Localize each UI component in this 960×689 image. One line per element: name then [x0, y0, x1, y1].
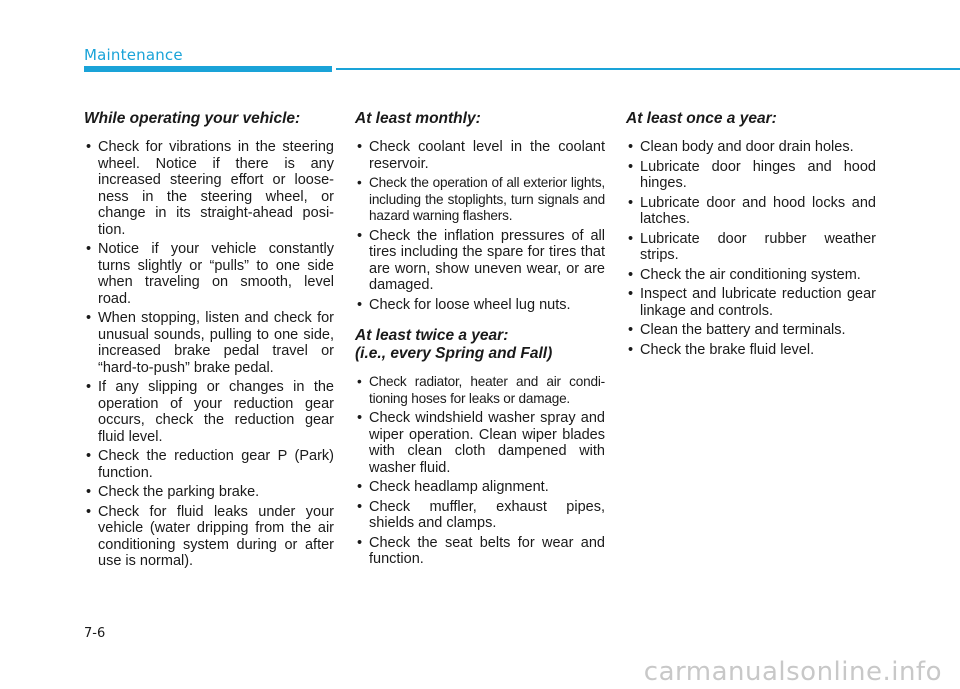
header-rule-thick	[84, 66, 332, 72]
list-item: • Clean body and door drain holes.	[626, 139, 876, 156]
list-item: • Clean the battery and terminals.	[626, 322, 876, 339]
heading-once-a-year: At least once a year:	[626, 110, 777, 127]
list-item: • If any slipping or changes in the operation of your reduction gear occurs, check the reduction gear fluid level.	[84, 379, 334, 445]
list-item: • Check for loose wheel lug nuts.	[355, 297, 605, 314]
section-title: Maintenance	[84, 46, 183, 64]
list-item: • Check headlamp alignment.	[355, 479, 605, 496]
list-monthly	[355, 139, 605, 313]
heading-monthly: At least monthly:	[355, 110, 481, 127]
heading-twice-a-year	[355, 327, 605, 363]
list-item: • Check radiator, heater and air condi-tioning hoses for leaks or damage.	[355, 374, 605, 407]
heading-while-operating: While operating your vehicle:	[84, 110, 301, 127]
page-number: 7-6	[84, 626, 106, 641]
list-item: • Check the parking brake.	[84, 484, 334, 501]
list-item: • Check the reduction gear P (Park) function.	[84, 448, 334, 481]
list-item: • Check coolant level in the coolant reservoir.	[355, 139, 605, 172]
column-operating	[84, 110, 334, 584]
list-item: • Lubricate door rubber weather strips.	[626, 231, 876, 264]
list-item: • Check the inflation pressures of all tires including the spare for tires that are worn, show uneven wear, or are damaged.	[355, 228, 605, 294]
column-monthly-biannual	[355, 110, 605, 582]
list-item: • Lubricate door and hood locks and latches.	[626, 195, 876, 228]
list-item: • When stopping, listen and check for unusual sounds, pulling to one side, increased brake pedal travel or “hard-to-push” brake pedal.	[84, 310, 334, 376]
list-item: • Lubricate door hinges and hood hinges.	[626, 159, 876, 192]
list-item: • Notice if your vehicle constantly turns slightly or “pulls” to one side when traveling on smooth, level road.	[84, 241, 334, 307]
heading-twice-line2: (i.e., every Spring and Fall)	[355, 345, 553, 362]
list-item: • Check for vibrations in the steering wheel. Notice if there is any increased steering effort or loose-ness in the steering wheel, or change in its straight-ahead posi-tion.	[84, 139, 334, 238]
list-item: • Check the operation of all exterior lights, including the stoplights, turn signals and hazard warning flashers.	[355, 175, 605, 225]
list-twice-a-year	[355, 374, 605, 568]
list-item: • Check for fluid leaks under your vehicle (water dripping from the air conditioning system during or after use is normal).	[84, 504, 334, 570]
header-rule-thin	[336, 68, 960, 70]
column-yearly	[626, 110, 876, 372]
list-item: • Check windshield washer spray and wiper operation. Clean wiper blades with clean cloth dampened with washer fluid.	[355, 410, 605, 476]
watermark[interactable]: carmanualsonline.info	[643, 657, 942, 687]
heading-twice-line1: At least twice a year:	[355, 327, 509, 344]
list-item: • Check the brake fluid level.	[626, 342, 876, 359]
list-while-operating	[84, 139, 334, 570]
list-item: • Check the seat belts for wear and function.	[355, 535, 605, 568]
list-item: • Check muffler, exhaust pipes, shields and clamps.	[355, 499, 605, 532]
list-item: • Check the air conditioning system.	[626, 267, 876, 284]
list-once-a-year	[626, 139, 876, 358]
list-item: • Inspect and lubricate reduction gear linkage and controls.	[626, 286, 876, 319]
